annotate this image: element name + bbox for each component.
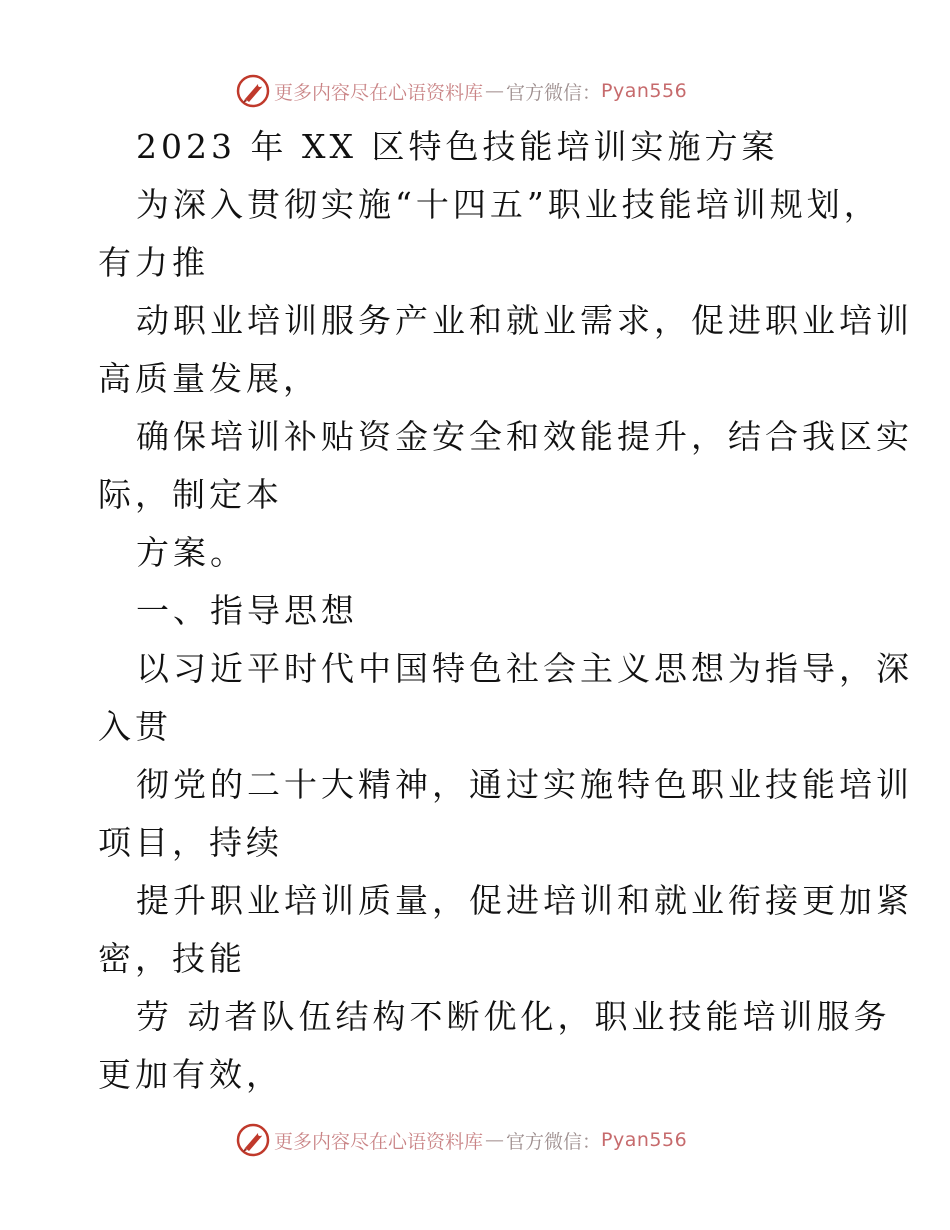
paragraph-line: 确保培训补贴资金安全和效能提升，结合我区实 — [136, 417, 913, 456]
section-heading: 一、指导思想 — [136, 591, 358, 630]
pen-logo-icon — [236, 1123, 270, 1157]
paragraph-line: 以习近平时代中国特色社会主义思想为指导，深 — [136, 649, 913, 688]
watermark-wechat-label: 官方微信： — [506, 81, 602, 104]
watermark-wechat-id: Pyan556 — [601, 80, 688, 102]
paragraph-line: 密，技能 — [98, 939, 246, 978]
watermark-dash: — — [485, 1129, 505, 1151]
document-title: 2023 年 XX 区特色技能培训实施方案 — [136, 127, 779, 166]
paragraph-line: 际，制定本 — [98, 475, 283, 514]
paragraph-line: 为深入贯彻实施“十四五”职业技能培训规划， — [136, 185, 881, 224]
paragraph-line: 更加有效， — [98, 1055, 283, 1094]
watermark-dash: — — [485, 80, 505, 102]
watermark-wechat-label: 官方微信： — [506, 1130, 602, 1153]
paragraph-line: 劳 动者队伍结构不断优化，职业技能培训服务 — [136, 997, 891, 1036]
watermark-wechat-id: Pyan556 — [601, 1129, 688, 1151]
footer-watermark — [236, 1123, 687, 1157]
paragraph-line: 入贯 — [98, 707, 172, 746]
paragraph-line: 彻党的二十大精神，通过实施特色职业技能培训 — [136, 765, 913, 804]
watermark-label: 更多内容尽在心语资料库 — [274, 81, 484, 104]
paragraph-line: 动职业培训服务产业和就业需求，促进职业培训 — [136, 301, 913, 340]
paragraph-line: 提升职业培训质量，促进培训和就业衔接更加紧 — [136, 881, 913, 920]
watermark-label: 更多内容尽在心语资料库 — [274, 1130, 484, 1153]
paragraph-line: 高质量发展， — [98, 359, 320, 398]
paragraph-line: 方案。 — [136, 533, 247, 572]
paragraph-line: 有力推 — [98, 243, 209, 282]
paragraph-line: 项目，持续 — [98, 823, 283, 862]
